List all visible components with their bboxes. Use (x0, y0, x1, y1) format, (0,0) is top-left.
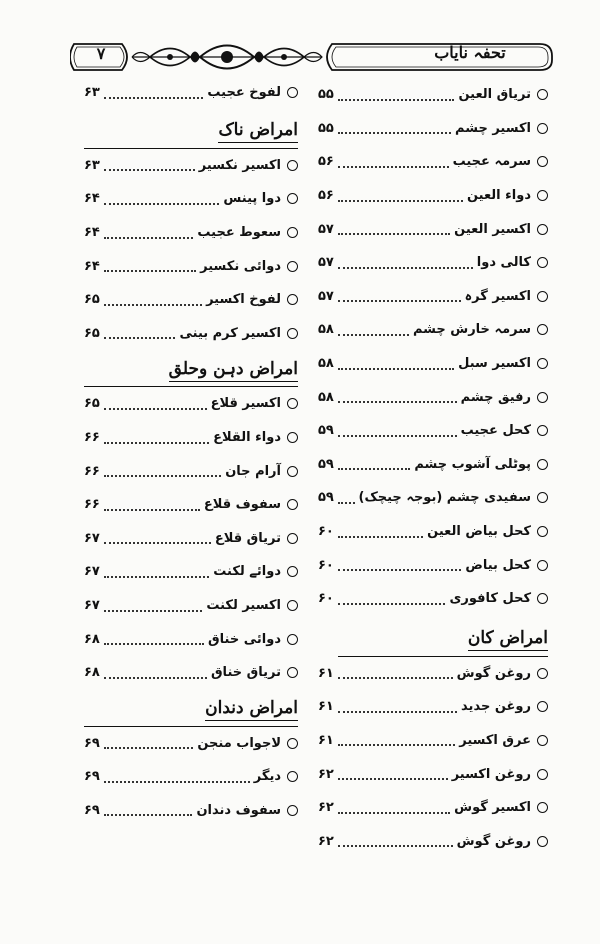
circle-bullet-icon (287, 87, 298, 98)
dot-leader (338, 603, 446, 605)
entry-title: اکسیر العین (454, 221, 531, 237)
entry-title: اکسیر چشم (455, 120, 531, 136)
entry-page-number: ۶۱ (318, 699, 334, 715)
entry-page-number: ۵۸ (318, 322, 334, 338)
toc-entry (318, 515, 548, 549)
toc-entry (84, 149, 298, 183)
entry-title: اکسیر سبل (458, 356, 531, 372)
entry-page-number: ۵۸ (318, 356, 334, 372)
dot-leader (338, 435, 457, 437)
dot-leader (338, 468, 410, 470)
page-number: ۷ (96, 44, 106, 63)
entry-title: اکسیر قلاع (210, 396, 281, 412)
entry-title: تریاق قلاع (214, 530, 281, 546)
circle-bullet-icon (287, 634, 298, 645)
circle-bullet-icon (537, 291, 548, 302)
circle-bullet-icon (287, 294, 298, 305)
section-heading-nose: امراض ناک (84, 116, 298, 148)
entry-title: اکسیر گوش (454, 800, 531, 816)
toc-entry (318, 414, 548, 448)
circle-bullet-icon (537, 593, 548, 604)
entry-title: سفوف قلاع (203, 497, 281, 513)
circle-bullet-icon (537, 324, 548, 335)
entry-title: دوا پینس (223, 191, 281, 207)
entry-title: کحل بیاض (465, 557, 531, 573)
circle-bullet-icon (537, 769, 548, 780)
entry-page-number: ۶۶ (84, 430, 100, 446)
left-column (84, 76, 298, 827)
toc-entry (84, 794, 298, 828)
toc-entry (318, 212, 548, 246)
entry-page-number: ۶۳ (84, 157, 100, 173)
dot-leader (338, 845, 453, 847)
entry-title: تریاق خناق (210, 665, 281, 681)
toc-entry (318, 724, 548, 758)
toc-entry (318, 179, 548, 213)
entry-title: سرمہ خارش چشم (412, 322, 531, 338)
entry-page-number: ۶۱ (318, 732, 334, 748)
entry-page-number: ۶۸ (84, 665, 100, 681)
section-heading-mouth: امراض دہن وحلق (84, 354, 298, 386)
entry-page-number: ۵۵ (318, 120, 334, 136)
entry-title: کحل بیاض العین (427, 524, 531, 540)
entry-title: تریاق العین (458, 87, 531, 103)
toc-entry (318, 112, 548, 146)
entry-page-number: ۵۵ (318, 87, 334, 103)
entry-title: سرمہ عجیب (452, 154, 531, 170)
dot-leader (338, 744, 455, 746)
dot-leader (104, 475, 221, 477)
toc-entry (318, 313, 548, 347)
dot-leader (104, 814, 193, 816)
toc-entry (318, 582, 548, 616)
entry-title: دواء العین (466, 188, 531, 204)
circle-bullet-icon (537, 156, 548, 167)
dot-leader (338, 233, 450, 235)
entry-title: پوٹلی آشوب چشم (414, 456, 531, 472)
circle-bullet-icon (537, 257, 548, 268)
circle-bullet-icon (537, 526, 548, 537)
dot-leader (104, 97, 204, 99)
entry-title: اکسیر کرم بینی (179, 325, 281, 341)
circle-bullet-icon (287, 466, 298, 477)
entry-title: دوائی نکسیر (200, 258, 281, 274)
toc-entry (84, 488, 298, 522)
toc-entry (318, 481, 548, 515)
toc-entry (84, 216, 298, 250)
dot-leader (338, 536, 423, 538)
circle-bullet-icon (287, 771, 298, 782)
toc-entry (318, 690, 548, 724)
entry-title: کحل کافوری (449, 591, 531, 607)
dot-leader (104, 643, 204, 645)
toc-entry (318, 757, 548, 791)
entry-page-number: ۶۸ (84, 631, 100, 647)
dot-leader (104, 747, 193, 749)
entry-page-number: ۶۵ (84, 396, 100, 412)
toc-entry (318, 380, 548, 414)
dot-leader (338, 677, 453, 679)
right-column (318, 78, 548, 858)
entry-title: روغن اکسیر (451, 766, 531, 782)
dot-leader (338, 132, 451, 134)
entry-page-number: ۶۰ (318, 591, 334, 607)
entry-page-number: ۶۹ (84, 802, 100, 818)
toc-entry (84, 454, 298, 488)
entry-page-number: ۶۹ (84, 769, 100, 785)
circle-bullet-icon (287, 533, 298, 544)
toc-entry (318, 145, 548, 179)
entry-title: روغن جدید (461, 699, 531, 715)
dot-leader (104, 237, 194, 239)
entry-page-number: ۵۸ (318, 389, 334, 405)
toc-entry (318, 78, 548, 112)
circle-bullet-icon (537, 358, 548, 369)
toc-entry (84, 421, 298, 455)
dot-leader (104, 169, 195, 171)
dot-leader (104, 677, 207, 679)
toc-entry (84, 760, 298, 794)
toc-entry (318, 347, 548, 381)
dot-leader (338, 711, 457, 713)
circle-bullet-icon (537, 89, 548, 100)
dot-leader (338, 778, 448, 780)
entry-page-number: ۵۶ (318, 154, 334, 170)
entry-title: دواء القلاع (213, 430, 281, 446)
entry-page-number: ۵۷ (318, 221, 334, 237)
entry-title: روغن گوش (456, 833, 531, 849)
circle-bullet-icon (537, 459, 548, 470)
entry-title: آرام جان (225, 463, 281, 479)
toc-entry (84, 656, 298, 690)
entry-page-number: ۶۲ (318, 833, 334, 849)
entry-page-number: ۶۴ (84, 191, 100, 207)
toc-entry (84, 249, 298, 283)
toc-entry (84, 622, 298, 656)
circle-bullet-icon (287, 805, 298, 816)
entry-page-number: ۶۰ (318, 524, 334, 540)
circle-bullet-icon (537, 802, 548, 813)
toc-entry (84, 727, 298, 761)
entry-page-number: ۶۷ (84, 564, 100, 580)
entry-title: عرق اکسیر (459, 732, 531, 748)
entry-page-number: ۶۵ (84, 292, 100, 308)
entry-page-number: ۵۹ (318, 423, 334, 439)
dot-leader (104, 442, 209, 444)
dot-leader (338, 812, 450, 814)
entry-page-number: ۶۶ (84, 497, 100, 513)
entry-page-number: ۵۶ (318, 188, 334, 204)
entry-title: رفیق چشم (460, 389, 531, 405)
entry-page-number: ۵۹ (318, 490, 334, 506)
entry-page-number: ۶۴ (84, 225, 100, 241)
toc-entry (318, 548, 548, 582)
toc-entry (84, 555, 298, 589)
entry-page-number: ۶۴ (84, 258, 100, 274)
circle-bullet-icon (537, 392, 548, 403)
entry-title: لفوخ عجیب (207, 85, 281, 101)
circle-bullet-icon (537, 190, 548, 201)
dot-leader (104, 576, 209, 578)
toc-entry (318, 824, 548, 858)
entry-page-number: ۶۲ (318, 800, 334, 816)
circle-bullet-icon (287, 738, 298, 749)
dot-leader (338, 200, 463, 202)
entry-title: لاجواب منجن (197, 735, 281, 751)
circle-bullet-icon (537, 492, 548, 503)
entry-page-number: ۶۵ (84, 325, 100, 341)
entry-title: اکسیر گرہ (464, 288, 531, 304)
entry-page-number: ۶۱ (318, 665, 334, 681)
dot-leader (338, 401, 457, 403)
circle-bullet-icon (537, 668, 548, 679)
dot-leader (338, 300, 461, 302)
entry-title: دیگر (253, 769, 281, 785)
circle-bullet-icon (537, 425, 548, 436)
toc-entry (318, 791, 548, 825)
entry-page-number: ۶۳ (84, 85, 100, 101)
dot-leader (104, 304, 202, 306)
dot-leader (104, 781, 250, 783)
toc-entry (84, 589, 298, 623)
entry-title: کحل عجیب (460, 423, 531, 439)
entry-title: لفوخ اکسیر (206, 292, 281, 308)
dot-leader (104, 270, 196, 272)
dot-leader (104, 203, 220, 205)
circle-bullet-icon (537, 224, 548, 235)
circle-bullet-icon (287, 432, 298, 443)
circle-bullet-icon (287, 667, 298, 678)
dot-leader (104, 408, 207, 410)
circle-bullet-icon (537, 735, 548, 746)
toc-entry (318, 246, 548, 280)
circle-bullet-icon (537, 123, 548, 134)
entry-page-number: ۶۹ (84, 735, 100, 751)
toc-entry (84, 76, 298, 110)
circle-bullet-icon (287, 160, 298, 171)
entry-title: اکسیر لکنت (206, 598, 281, 614)
entry-page-number: ۶۷ (84, 530, 100, 546)
toc-entry (84, 317, 298, 351)
entry-page-number: ۶۷ (84, 598, 100, 614)
circle-bullet-icon (287, 227, 298, 238)
dot-leader (338, 166, 449, 168)
dot-leader (104, 610, 202, 612)
entry-page-number: ۵۷ (318, 288, 334, 304)
entry-title: دوائے لکنت (213, 564, 281, 580)
toc-entry (84, 182, 298, 216)
toc-entry (84, 522, 298, 556)
circle-bullet-icon (287, 193, 298, 204)
circle-bullet-icon (537, 701, 548, 712)
section-heading-ear: امراض کان (318, 624, 548, 656)
entry-page-number: ۵۹ (318, 456, 334, 472)
dot-leader (338, 368, 454, 370)
dot-leader (338, 99, 455, 101)
dot-leader (104, 542, 211, 544)
entry-title: اکسیر نکسیر (198, 157, 281, 173)
entry-title: روغن گوش (456, 665, 531, 681)
circle-bullet-icon (287, 261, 298, 272)
circle-bullet-icon (537, 560, 548, 571)
entry-title: دوائی خناق (208, 631, 281, 647)
section-heading-teeth: امراض دندان (84, 694, 298, 726)
circle-bullet-icon (287, 499, 298, 510)
circle-bullet-icon (537, 836, 548, 847)
dot-leader (104, 337, 176, 339)
circle-bullet-icon (287, 398, 298, 409)
circle-bullet-icon (287, 566, 298, 577)
book-title: تحفہ نایاب (434, 43, 506, 62)
entry-page-number: ۵۷ (318, 255, 334, 271)
entry-title: سعوط عجیب (197, 225, 281, 241)
entry-page-number: ۶۰ (318, 557, 334, 573)
toc-entry (84, 283, 298, 317)
circle-bullet-icon (287, 600, 298, 611)
dot-leader (338, 502, 355, 504)
toc-entry (318, 448, 548, 482)
entry-title: سفوف دندان (196, 802, 281, 818)
toc-entry (84, 387, 298, 421)
entry-title: کالی دوا (476, 255, 531, 271)
toc-entry (318, 657, 548, 691)
entry-title: سفیدی چشم (بوجہ چیچک) (358, 490, 531, 506)
dot-leader (104, 509, 200, 511)
entry-page-number: ۶۲ (318, 766, 334, 782)
dot-leader (338, 267, 473, 269)
dot-leader (338, 334, 409, 336)
dot-leader (338, 569, 462, 571)
toc-entry (318, 280, 548, 314)
entry-page-number: ۶۶ (84, 463, 100, 479)
circle-bullet-icon (287, 328, 298, 339)
